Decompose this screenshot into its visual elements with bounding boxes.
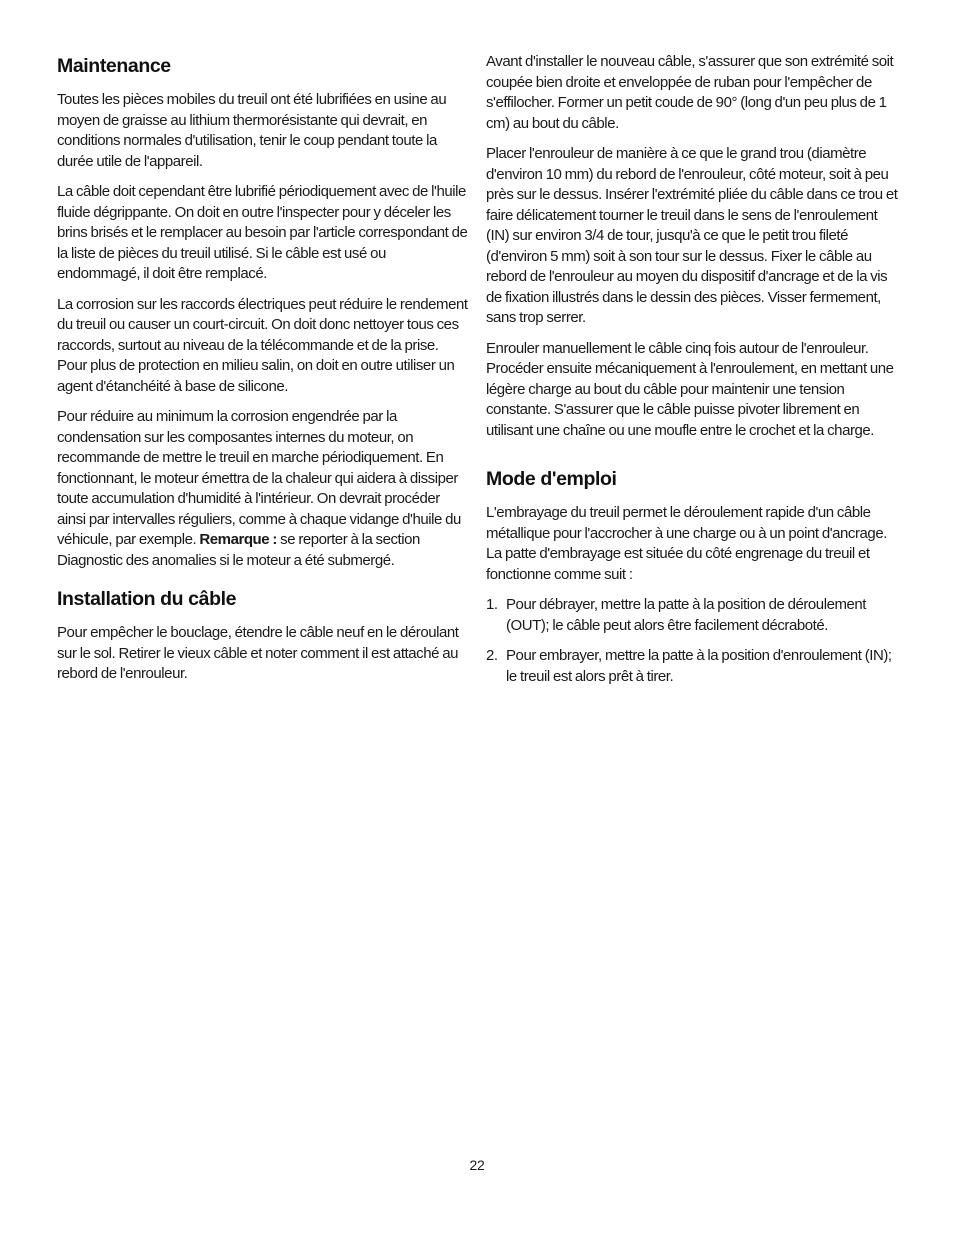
installation-paragraph-3: Placer l'enrouleur de manière à ce que le grand trou (diamètre d'environ 10 mm) du rebord de l'enrouleur, côté moteur, soit à peu près sur le dessus. Insérer l'extrémité pliée du câble dans ce trou et faire délicatement tourner le treuil dans le sens de l'enroulement (IN) sur environ 3/4 de tour, jusqu'à ce que le petit trou fileté (d'environ 5 mm) soit à son tour sur le dessus. Fixer le câble au rebord de l'enrouleur au moyen du dispositif d'ancrage et de la vis de fixation illustrés dans le dessin des pièces. Visser fermement, sans trop serrer.	[486, 145, 898, 326]
installation-paragraph-1: Pour empêcher le bouclage, étendre le câble neuf en le déroulant sur le sol. Retirer le vieux câble et noter comment il est attaché au rebord de l'enrouleur.	[57, 624, 459, 682]
maintenance-paragraph-2: La câble doit cependant être lubrifié périodiquement avec de l'huile fluide dégrippante. On doit en outre l'inspecter pour y déceler les brins brisés et le remplacer au besoin par l'article correspondant de la liste de pièces du treuil utilisé. Si le câble est usé ou endommagé, il doit être remplacé.	[57, 183, 468, 282]
installation-heading: Installation du câble	[57, 588, 237, 610]
mode-steps-list	[486, 595, 898, 687]
list-item-text: Pour débrayer, mettre la patte à la position de déroulement (OUT); le câble peut alors être facilement décraboté.	[506, 596, 867, 634]
page-number: 22	[469, 1157, 485, 1173]
mode-heading: Mode d'emploi	[486, 468, 617, 490]
maintenance-paragraph-4-note: se reporter à la section Diagnostic des anomalies si le moteur a été submergé.	[57, 531, 420, 569]
list-item-number: 2.	[486, 647, 498, 664]
remark-label: Remarque :	[199, 531, 277, 548]
maintenance-paragraph-4	[57, 407, 469, 571]
list-item	[486, 595, 898, 636]
maintenance-paragraph-1: Toutes les pièces mobiles du treuil ont été lubrifiées en usine au moyen de graisse au lithium thermorésistante qui devrait, en conditions normales d'utilisation, tenir le coup pendant toute la durée utile de l'appareil.	[57, 91, 447, 170]
list-item	[486, 646, 898, 687]
maintenance-heading: Maintenance	[57, 55, 171, 77]
list-item-text: Pour embrayer, mettre la patte à la position d'enroulement (IN); le treuil est alors prêt à tirer.	[506, 647, 892, 685]
mode-paragraph-1: L'embrayage du treuil permet le déroulement rapide d'un câble métallique pour l'accrocher à une charge ou à un point d'ancrage. La patte d'embrayage est située du côté engrenage du treuil et fonctionne comme suit :	[486, 504, 887, 583]
left-column	[57, 52, 469, 695]
maintenance-paragraph-3: La corrosion sur les raccords électriques peut réduire le rendement du treuil ou causer un court-circuit. On doit donc nettoyer tous ces raccords, surtout au niveau de la télécommande et de la prise. Pour plus de protection en milieu salin, on doit en outre utiliser un agent d'étanchéité à base de silicone.	[57, 295, 468, 395]
list-item-number: 1.	[486, 596, 498, 613]
installation-paragraph-4: Enrouler manuellement le câble cinq fois autour de l'enrouleur. Procéder ensuite mécaniquement à l'enroulement, en mettant une légère charge au bout du câble pour maintenir une tension constante. S'assurer que le câble puisse pivoter librement en utilisant une chaîne ou une moufle entre le crochet et la charge.	[486, 339, 894, 439]
right-column	[486, 52, 898, 697]
maintenance-paragraph-4-text: Pour réduire au minimum la corrosion engendrée par la condensation sur les composantes internes du moteur, on recommande de mettre le treuil en marche périodiquement. En fonctionnant, le moteur émettra de la chaleur qui aidera à dissiper toute accumulation d'humidité à l'intérieur. On devrait procéder ainsi par intervalles réguliers, comme à chaque vidange d'huile du véhicule, par exemple.	[57, 408, 461, 548]
installation-paragraph-2: Avant d'installer le nouveau câble, s'assurer que son extrémité soit coupée bien droite et enveloppée de ruban pour l'empêcher de s'effilocher. Former un petit coude de 90° (long d'un peu plus de 1 cm) au bout du câble.	[486, 53, 894, 132]
